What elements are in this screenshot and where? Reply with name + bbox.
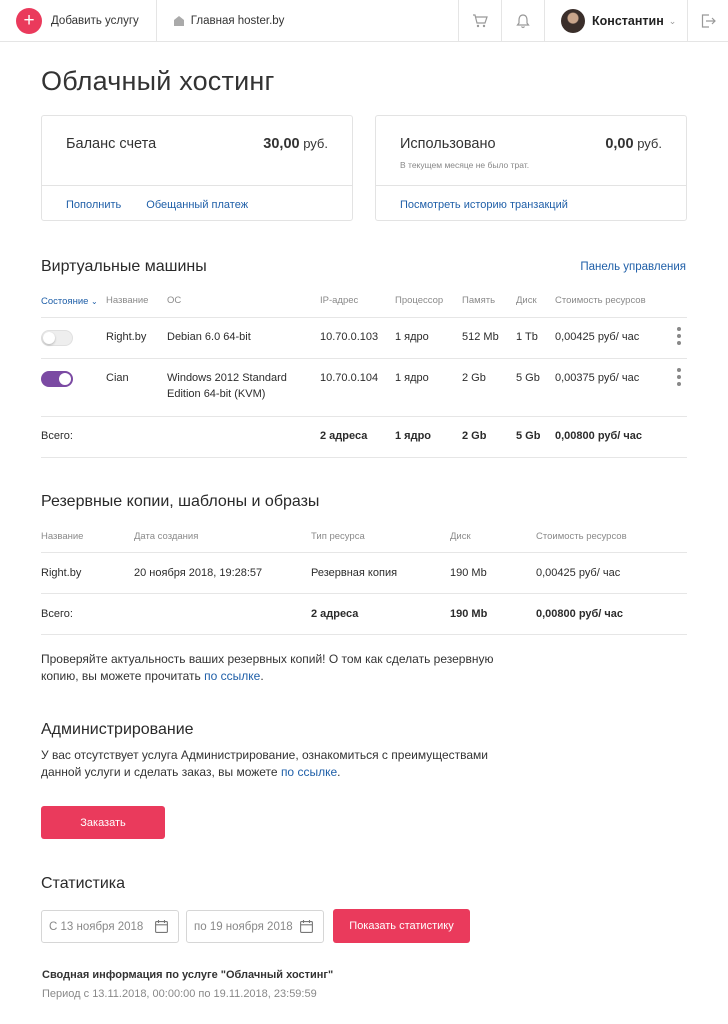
add-service-button[interactable] xyxy=(0,0,157,42)
logout-button[interactable] xyxy=(687,0,728,42)
avatar xyxy=(561,9,585,33)
show-stats-button[interactable]: Показать статистику xyxy=(333,909,470,943)
cart-icon xyxy=(472,14,488,28)
control-panel-link[interactable]: Панель управления xyxy=(580,261,686,273)
calendar-icon xyxy=(155,920,168,933)
total-cpu: 1 ядро xyxy=(395,430,432,442)
ip-column-header: IP-адрес xyxy=(320,295,359,306)
vm-ip: 10.70.0.104 xyxy=(320,372,379,384)
vms-table xyxy=(41,290,687,460)
user-name: Константин xyxy=(592,14,664,28)
admin-info-link[interactable]: по ссылке xyxy=(280,765,338,779)
vms-section-title: Виртуальные машины xyxy=(41,258,207,275)
date-from-value: С 13 ноября 2018 xyxy=(49,920,144,933)
backup-created: 20 ноября 2018, 19:28:57 xyxy=(134,567,263,579)
logout-icon xyxy=(701,14,716,28)
bell-icon xyxy=(516,14,530,29)
vm-name: Right.by xyxy=(106,331,147,343)
calendar-icon xyxy=(300,920,313,933)
vm-os: Debian 6.0 64-bit xyxy=(167,331,251,343)
vm-name: Cian xyxy=(106,372,129,384)
disk-column-header: Диск xyxy=(516,295,537,306)
vm-cost: 0,00375 руб/ час xyxy=(555,372,640,384)
admin-section-title: Администрирование xyxy=(41,721,194,738)
backup-type: Резервная копия xyxy=(311,567,398,579)
backups-section-title: Резервные копии, шаблоны и образы xyxy=(41,493,320,510)
memory-column-header: Память xyxy=(462,295,496,306)
name-column-header: Название xyxy=(41,531,84,542)
stats-section-title: Статистика xyxy=(41,875,126,892)
admin-text: У вас отсутствует услуга Администрирование, ознакомиться с преимуществами данной услуги и сделать заказ, вы можете по ссылке. xyxy=(41,748,488,779)
notifications-button[interactable] xyxy=(501,0,544,42)
used-card xyxy=(375,115,687,221)
disk-column-header: Диск xyxy=(450,531,471,542)
total-cost: 0,00800 руб/ час xyxy=(536,608,624,620)
total-disk: 5 Gb xyxy=(516,430,541,442)
summary-title: Сводная информация по услуге "Облачный хостинг" xyxy=(42,969,334,981)
used-note: В текущем месяце не было трат. xyxy=(400,160,530,170)
cost-column-header: Стоимость ресурсов xyxy=(555,295,646,306)
add-service-label: Добавить услугу xyxy=(51,14,139,27)
os-column-header: ОС xyxy=(167,295,182,306)
chevron-down-icon: ⌄ xyxy=(91,297,98,306)
used-label: Использовано xyxy=(400,136,496,152)
total-memory: 2 Gb xyxy=(462,430,487,442)
state-column-header[interactable]: Состояние ⌄ xyxy=(41,296,98,307)
user-menu[interactable] xyxy=(544,0,687,42)
balance-card xyxy=(41,115,353,221)
more-vert-icon[interactable] xyxy=(677,327,681,345)
total-label: Всего: xyxy=(41,608,73,620)
promised-payment-link[interactable]: Обещанный платеж xyxy=(146,199,249,211)
chevron-down-icon: ⌄ xyxy=(668,15,677,26)
created-column-header: Дата создания xyxy=(134,531,199,542)
backup-cost: 0,00425 руб/ час xyxy=(536,567,621,579)
vm-toggle-cian[interactable] xyxy=(41,371,73,387)
more-vert-icon[interactable] xyxy=(677,368,681,386)
total-type: 2 адреса xyxy=(311,608,359,620)
cart-button[interactable] xyxy=(458,0,501,42)
cost-column-header: Стоимость ресурсов xyxy=(536,531,627,542)
backup-disk: 190 Mb xyxy=(450,567,487,579)
cpu-column-header: Процессор xyxy=(395,295,444,306)
home-link[interactable] xyxy=(174,15,285,27)
home-icon xyxy=(174,16,184,26)
vm-cost: 0,00425 руб/ час xyxy=(555,331,640,343)
vm-disk: 1 Tb xyxy=(516,331,538,343)
backups-note: Проверяйте актуальность ваших резервных копий! О том как сделать резервную копию, вы можете прочитать по ссылке. xyxy=(41,652,494,683)
order-button[interactable]: Заказать xyxy=(41,806,165,839)
total-disk: 190 Mb xyxy=(450,608,488,620)
used-value: 0,00 руб. xyxy=(605,136,662,152)
backups-help-link[interactable]: по ссылке xyxy=(204,669,261,683)
total-label: Всего: xyxy=(41,430,73,442)
transaction-history-link[interactable]: Посмотреть историю транзакций xyxy=(400,199,568,211)
top-up-link[interactable]: Пополнить xyxy=(66,199,122,211)
plus-icon: + xyxy=(16,8,42,34)
date-to-value: по 19 ноября 2018 xyxy=(194,920,293,933)
page-title: Облачный хостинг xyxy=(41,66,275,96)
balance-label: Баланс счета xyxy=(66,136,157,152)
home-link-label: Главная hoster.by xyxy=(190,14,285,27)
vm-cpu: 1 ядро xyxy=(395,372,429,384)
backups-table xyxy=(41,525,687,637)
date-to-input[interactable] xyxy=(186,910,324,943)
vm-cpu: 1 ядро xyxy=(395,331,429,343)
vm-toggle-right-by[interactable] xyxy=(41,330,73,346)
vm-os: Windows 2012 Standard Edition 64-bit (KVM) xyxy=(167,372,287,400)
name-column-header: Название xyxy=(106,295,149,306)
vm-disk: 5 Gb xyxy=(516,372,540,384)
vm-ip: 10.70.0.103 xyxy=(320,331,379,343)
date-from-input[interactable] xyxy=(41,910,179,943)
type-column-header: Тип ресурса xyxy=(311,531,365,542)
balance-value: 30,00 руб. xyxy=(263,136,328,152)
vm-memory: 512 Mb xyxy=(462,331,499,343)
backup-name: Right.by xyxy=(41,567,82,579)
summary-period: Период с 13.11.2018, 00:00:00 по 19.11.2018, 23:59:59 xyxy=(42,988,317,1000)
total-ip: 2 адреса xyxy=(320,430,368,442)
total-cost: 0,00800 руб/ час xyxy=(555,430,643,442)
vm-memory: 2 Gb xyxy=(462,372,486,384)
top-bar xyxy=(0,0,728,42)
